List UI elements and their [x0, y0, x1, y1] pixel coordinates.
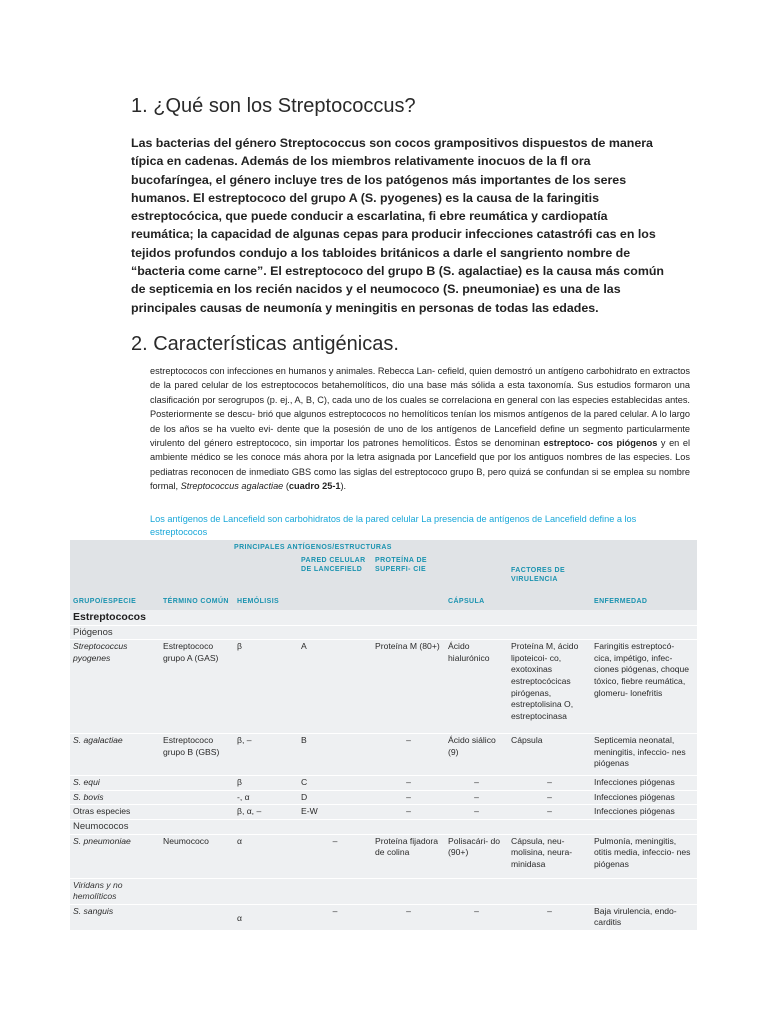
cell-especie: S. equi: [73, 777, 100, 788]
antigen-italic-name: Streptococcus agalactiae: [180, 481, 284, 492]
subsection-row: [70, 878, 697, 904]
table-header-row: [70, 554, 697, 610]
subsection-row: [70, 819, 697, 834]
cell-proteina: –: [406, 806, 411, 817]
cell-proteina: –: [406, 791, 411, 802]
cell-termino: Estreptococo grupo B (GBS): [163, 735, 220, 757]
table-row: [70, 805, 697, 820]
cell-pared: –: [332, 905, 338, 916]
antigen-table-ref: cuadro 25-1: [288, 481, 341, 492]
cell-hemolisis: β, –: [237, 735, 252, 746]
cell-capsula: Polisacári- do (90+): [448, 835, 501, 858]
antigen-text-3: (: [283, 481, 289, 492]
table-caption: PRINCIPALES ANTÍGENOS/ESTRUCTURAS: [234, 544, 392, 551]
cell-factores: Cápsula: [511, 735, 543, 746]
antigen-text-2: y en el ambiente médico se les conoce más ahora por la letra asignada por Lancefield que por los antiguos nombres de las especies. Los pediatras reconocen de inmediato GBS como las siglas del estreptococo grupo B, pero quizá se confundan si se emplea su nombre formal,: [150, 438, 690, 492]
cell-factores: Cápsula, neu- molisina, neura- minidasa: [511, 835, 573, 869]
cell-capsula: –: [474, 777, 479, 788]
cell-capsula: Ácido siálico (9): [448, 735, 496, 757]
cell-especie: S. bovis: [73, 791, 104, 802]
cell-factores: –: [547, 777, 552, 788]
cell-termino: [160, 904, 234, 930]
table-caption-row: [70, 540, 697, 554]
cell-especie: Streptococcus pyogenes: [73, 641, 128, 663]
col-pared: PARED CELULAR DE LANCEFIELD: [301, 557, 366, 573]
subsection-label: [70, 878, 697, 904]
cell-hemolisis: -, α: [237, 791, 250, 802]
cell-capsula: –: [474, 791, 479, 802]
table-row: [70, 734, 697, 776]
section-2-heading: 2. Características antigénicas.: [131, 333, 399, 355]
col-enfermedad: ENFERMEDAD: [594, 598, 648, 605]
cell-proteina: –: [406, 905, 411, 916]
cell-especie: S. sanguis: [73, 905, 114, 916]
cell-pared: E-W: [301, 806, 318, 817]
cell-factores: Proteína M, ácido lipoteicoi- co, exotoxinas estreptocócicas pirógenas, estreptolisina O, estreptocinasa: [511, 641, 579, 721]
cell-capsula: –: [474, 806, 479, 817]
cell-termino: [160, 790, 234, 805]
table-row: [70, 834, 697, 878]
antigen-text-1: estreptococos con infecciones en humanos y animales. Rebecca Lan- cefield, quien demostró un antígeno carbohidrato en extractos de la pared celular de los estreptococos betahemolíticos, dio una base más sólida a esta taxonomía. Sus estudios formaron una clasificación por serogrupos (p. ej., A, B, C), cada uno de los cuales se correlaciona en general con las especies establecidas antes. Posteriormente se descu- brió que algunos estreptococos no hemolíticos tenían los mismos antígenos de la pared celular. A lo largo de los años se ha vuelto evi- dente que la posesión de uno de los antígenos de Lancefield define un segmento particularmente virulento del género estreptococo, sin importar los patrones hemolíticos. Éstos se denominan: [150, 366, 690, 449]
cell-enfermedad: Infecciones piógenas: [594, 791, 675, 802]
subsection-label: Neumococos: [73, 820, 129, 832]
table-row: [70, 904, 697, 930]
subsection-row: [70, 625, 697, 640]
table-row: [70, 776, 697, 791]
cell-capsula: –: [474, 905, 479, 916]
cell-enfermedad: Septicemia neonatal, meningitis, infeccio- nes piógenas: [594, 735, 686, 769]
cell-factores: –: [547, 905, 552, 916]
table-row: [70, 640, 697, 734]
viridans-label: Viridans y no hemolíticos: [73, 879, 123, 902]
cell-enfermedad: Baja virulencia, endo- carditis: [594, 905, 677, 928]
cell-hemolisis: β: [237, 641, 242, 652]
cell-pared: A: [301, 641, 307, 652]
cell-termino: [160, 776, 234, 791]
cell-enfermedad: Infecciones piógenas: [594, 806, 675, 817]
cell-especie: Otras especies: [73, 806, 131, 817]
cell-hemolisis: α: [237, 912, 242, 923]
section-1-heading: 1. ¿Qué son los Streptococcus?: [131, 95, 416, 117]
cell-enfermedad: Faringitis estreptocó- cica, impétigo, infec- ciones piógenas, choque tóxico, fiebre reumática, glomeru- lonefritis: [594, 641, 690, 698]
cell-pared: C: [301, 777, 308, 788]
cell-pared: B: [301, 735, 307, 746]
cell-factores: –: [547, 791, 552, 802]
col-factores: FACTORES DE VIRULENCIA: [511, 567, 566, 583]
section-1-paragraph: Las bacterias del género Streptococcus son cocos grampositivos dispuestos de manera típica en cadenas. Además de los miembros relativamente inocuos de la fl ora bucofaríngea, el género incluye tres de los patógenos más importantes de los seres humanos. El estreptococo del grupo A (S. pyogenes) es la causa de la faringitis estreptocócica, que puede conducir a escarlatina, fi ebre reumática y cardiopatía reumática; la capacidad de algunas cepas para producir infecciones catastrófi cas en los tejidos profundos condujo a los tabloides británicos a darle el sangriento nombre de “bacteria come carne”. El estreptococo del grupo B (S. agalactiae) es la causa más común de septicemia en los recién nacidos y el neumococo (S. pneumoniae) es una de las principales causas de neumonía y meningitis en personas de todas las edades.: [131, 136, 664, 315]
table-row: [70, 790, 697, 805]
col-capsula: CÁPSULA: [448, 598, 485, 605]
table-caption-note: Los antígenos de Lancefield son carbohidratos de la pared celular La presencia de antígenos de Lancefield define a los estreptococos: [150, 514, 637, 537]
cell-pared: –: [332, 835, 338, 846]
col-grupo: GRUPO/ESPECIE: [73, 598, 137, 605]
cell-proteina: Proteína fijadora de colina: [375, 835, 439, 858]
cell-enfermedad: Pulmonía, meningitis, otitis media, infeccio- nes piógenas: [594, 835, 691, 869]
cell-pared: D: [301, 791, 308, 802]
cell-termino: [160, 805, 234, 820]
cell-proteina: Proteína M (80+): [375, 641, 440, 652]
cell-especie: S. agalactiae: [73, 735, 123, 746]
cell-especie: S. pneumoniae: [73, 835, 131, 846]
antigen-paragraph: [150, 364, 690, 494]
cell-hemolisis: β: [237, 777, 242, 788]
col-proteina: PROTEÍNA DE SUPERFI- CIE: [375, 557, 427, 573]
subsection-label: Piógenos: [73, 626, 113, 638]
cell-hemolisis: α: [237, 835, 242, 846]
cell-factores: –: [547, 806, 552, 817]
cell-termino: Estreptococo grupo A (GAS): [163, 641, 219, 663]
col-hemolisis: HEMÓLISIS: [237, 598, 280, 605]
antigen-bold-term: estreptoco- cos piógenos: [543, 438, 658, 449]
cell-termino: Neumococo: [163, 835, 209, 846]
cell-proteina: –: [406, 777, 411, 788]
cell-capsula: Ácido hialurónico: [448, 641, 490, 663]
cell-proteina: –: [406, 735, 411, 746]
cell-enfermedad: Infecciones piógenas: [594, 777, 675, 788]
col-termino: TÉRMINO COMÚN: [163, 598, 229, 605]
cell-hemolisis: β, α, –: [237, 806, 262, 817]
section-row: [70, 610, 697, 625]
antigen-table: [70, 540, 697, 931]
section-label: Estreptococos: [73, 611, 146, 623]
antigen-text-4: ).: [340, 481, 347, 492]
